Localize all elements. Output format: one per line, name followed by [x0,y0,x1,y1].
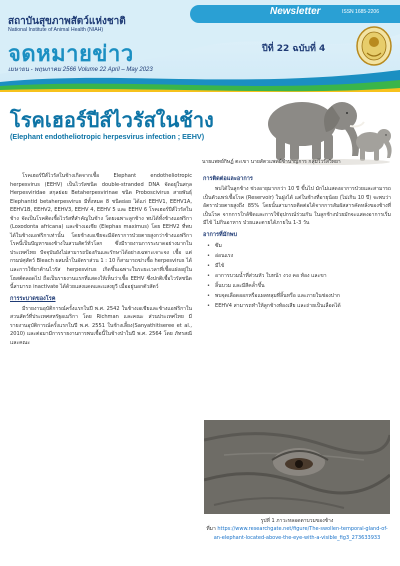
outbreak-paragraph: มีรายงานอุบัติการณ์ครั้งแรกในปี พ.ศ. 2542 ในช้างเอเชียและช้างแอฟริกาในสวนสัตว์ที่ประเทศสหรัฐอเมริกา โดย Richman และคณะ ส่วนประเทศไทย มีรายงานอุบัติการณ์ครั้งแรกในปี พ.ศ. 2551 ในช้างเลี้ยง(Sanyathitiseree et al., 2010) และต่อมามีการรายงานการพบเชื้อนี้ในช้างป่าในปี พ.ศ. 2564 โดย ภัทรสณี และคณะ [10,305,192,346]
list-item: • ซึม [203,241,391,251]
symptoms-list [203,241,391,311]
intro-paragraph: โรคเฮอร์ปีส์ไวรัสในช้างเกิดจากเชื้อ Elephant endotheliotropic herpesvirus (EEHV) เป็นไวรัสชนิด double-stranded DNA จัดอยู่ในสกุล Herpesviridae สกุลย่อย Betaherpesvirinae ชนิด Proboscivirus สายพันธุ์ Elephantid betaherpesvirus มีทั้งหมด 8 ชนิดย่อย ได้แก่ EEHV1, EEHV1A, EEHV1B, EEHV2, EEHV3, EEHV 4, EEHV 5 และ EEHV 6 โรคเฮอร์ปีส์ไวรัสในช้าง จัดเป็นโรคติดเชื้อไวรัสที่สำคัญในช้าง โดยเฉพาะลูกช้าง พบได้ทั้งช้างแอฟริกา (Loxodonta africana) และช้างเอเชีย (Elephas maximus) โดย EEHV2 ที่พบได้ในช้างแอฟริกาเท่านั้น โดยช้างเอเชียจะมีอัตราการป่วยตายสูงกว่าช้างแอฟริกา โรคนี้เป็นปัญหาของช้างในสวนสัตว์ทั่วโลก ซึ่งมีรายงานการระบาดอย่างมากในประเทศไทย ปัจจุบันยังไม่สามารถป้องกันและรักษาได้อย่างเฉพาะเจาะจง เชื้อ แต่กรมปศุสัตว์ Bleach ผสมน้ำในอัตราส่วน 1 : 10 ก็สามารถฆ่าเชื้อ herpesvirus ได้ และการใช้ยาต้านไวรัส herpesvirus เกิดขึ้นเฉพาะในระยะเวลาที่เชื้อแฝงอยู่ในโฮสต์ตลอดไป ถือเป็นรายงานแรกที่แสดงให้เห็นว่าเชื้อ EEHV ซึ่งปกติเชื้อไวรัสชนิดนี้สามารถ inactivate ได้ด้วยแสงแดดและแสงยูวี เมื่ออยู่นอกตัวสัตว์ [10,173,192,291]
issn-label: ISSN 1685-2206 [342,9,379,15]
list-item: • อ่อนแรง [203,251,391,261]
figure-source [203,525,391,542]
list-item: • ลิ้นบวม และมีสีคล้ำขึ้น [203,281,391,291]
left-column [10,172,192,347]
newsletter-label: Newsletter [270,6,321,17]
elephant-eye-photo [204,420,390,514]
elephant-skin-closeup [204,420,390,514]
list-item: • พบจุดเลือดออกหรือแผลหลุมที่ลิ้นหรือ และภายในช่องปาก [203,291,391,301]
institute-seal-logo [355,25,393,67]
list-item: • มีไข้ [203,261,391,271]
right-column [203,172,391,311]
institute-name-thai: สถาบันสุขภาพสัตว์แห่งชาติ [8,16,126,27]
symptoms-heading: อาการที่มักพบ [203,231,238,238]
transmission-paragraph: พบได้ในลูกช้าง ช่วงอายุมากกว่า 10 ปี ขึ้นไป มักไม่แสดงอาการป่วยและสามารถเป็นตัวแพร่เชื้อโรค (Reservoir) ในฝูงได้ แต่ในช้างที่อายุน้อย (ไม่เกิน 10 ปี) จะพบว่า อัตราป่วยตายสูงถึง 85% โดยนั้นสามารถติดต่อได้จากการสัมผัสสารคัดหลั่งของช้างที่เป็นโรค จากการใกล้ชิดและการใช้อุปกรณ์ร่วมกัน ในลูกช้างป่วยมักจะแสดงอาการเริ่มมีไข้ ไม่กินอาหาร ป่วยและตายได้ภายใน 1-3 วัน [203,186,391,227]
institute-name-english: National Institute of Animal Health (NIAH) [8,27,104,33]
source-link[interactable]: https://www.researchgate.net/figure/The-swollen-temporal-gland-of-an-elephant-located-above-the-eye-with-a-visible_fig3_273633933 [213,526,388,541]
article-author: นายแพทย์กิษฏ์ ตะเขา นายสัตวแพทย์ชำนาญการ กลุ่มไวรัสวิทยา [202,159,341,165]
issue-date: เมษายน - พฤษภาคม 2566 Volume 22 April – May 2023 [8,67,153,73]
masthead [0,0,400,92]
magazine-title: จดหมายข่าว [8,42,134,67]
volume-issue: ปีที่ 22 ฉบับที่ 4 [262,44,326,54]
list-item: • EEHV4 สามารถทำให้ลูกช้างท้องเสีย และถ่ายเป็นเลือดได้ [203,301,391,311]
article-subtitle: (Elephant endotheliotropic herpesvirus infection ; EEHV) [10,132,205,141]
elephant-illustration [232,86,394,168]
figure-caption: รูปที่ 1 ภาวะหลอดตาบวมของช้าง [260,518,334,524]
article-title: โรคเฮอร์ปีส์ไวรัสในช้าง [10,108,214,132]
outbreak-heading: การระบาดของโรค [10,295,56,302]
transmission-heading: การติดต่อและอาการ [203,176,253,182]
source-label: ที่มา [206,526,216,532]
list-item: • อาการบวมน้ำที่ส่วนหัว ใบหน้า งวง คอ ท้อง และขา [203,271,391,281]
